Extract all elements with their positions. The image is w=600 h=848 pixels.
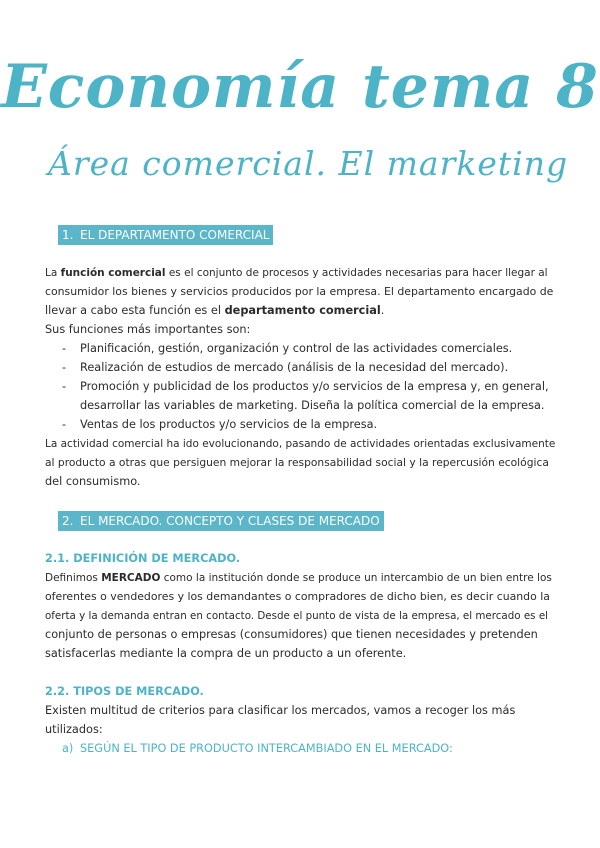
document-title: Economía tema 8 (1, 52, 599, 122)
paragraph-line: al producto a otras que persiguen mejorar la responsabilidad social y la repercusión ecológica (45, 456, 549, 469)
bullet-item: Ventas de los productos y/o servicios de la empresa. (80, 418, 378, 431)
bullet-item: Planificación, gestión, organización y control de las actividades comerciales. (80, 342, 513, 355)
bullet-item: Realización de estudios de mercado (análisis de la necesidad del mercado). (80, 361, 509, 374)
paragraph-line: consumidor los bienes y servicios producidos por la empresa. El departamento encargado de (45, 285, 554, 298)
section-title: EL DEPARTAMENTO COMERCIAL (80, 228, 270, 242)
list-text: SEGÚN EL TIPO DE PRODUCTO INTERCAMBIADO EN EL MERCADO: (80, 742, 453, 755)
bullet-dash: - (62, 361, 67, 374)
section-title: EL MERCADO. CONCEPTO Y CLASES DE MERCADO (80, 514, 380, 528)
paragraph-line: oferentes o vendedores y los demandantes o compradores de dicho bien, es decir cuando la (45, 590, 550, 603)
paragraph-line: satisfacerlas mediante la compra de un producto a un oferente. (45, 647, 407, 660)
paragraph-line: oferta y la demanda entran en contacto. Desde el punto de vista de la empresa, el mercado es el (45, 610, 549, 622)
list-label: a) (62, 742, 74, 755)
paragraph-line: conjunto de personas o empresas (consumidores) que tienen necesidades y pretenden (45, 628, 538, 641)
paragraph-line: Existen multitud de criterios para clasificar los mercados, vamos a recoger los más (45, 704, 516, 717)
paragraph-line: del consumismo. (45, 475, 141, 488)
subsection-heading: 2.1. DEFINICIÓN DE MERCADO. (45, 552, 241, 565)
subsection-heading: 2.2. TIPOS DE MERCADO. (45, 685, 204, 698)
paragraph-line: Definimos MERCADO como la institución donde se produce un intercambio de un bien entre los (45, 572, 552, 584)
bullet-item-continuation: desarrollar las variables de marketing. Diseña la política comercial de la empresa. (80, 399, 545, 412)
bullet-dash: - (62, 342, 67, 355)
bullet-dash: - (62, 418, 67, 431)
section-heading-2 (58, 511, 384, 531)
paragraph-line: llevar a cabo esta función es el departamento comercial. (45, 304, 385, 317)
document-subtitle: Área comercial. El marketing (48, 144, 569, 183)
bullet-item: Promoción y publicidad de los productos y/o servicios de la empresa y, en general, (80, 380, 549, 393)
functions-intro: Sus funciones más importantes son: (45, 323, 251, 336)
bullet-dash: - (62, 380, 67, 393)
paragraph-line: utilizados: (45, 723, 103, 736)
paragraph-line: La función comercial es el conjunto de procesos y actividades necesarias para hacer llegar al (45, 267, 548, 279)
section-number: 2. (62, 514, 74, 528)
section-heading-1 (58, 225, 273, 245)
lettered-list-item (62, 740, 453, 758)
paragraph-line: La actividad comercial ha ido evolucionando, pasando de actividades orientadas exclusivamente (45, 438, 556, 450)
section-number: 1. (62, 228, 74, 242)
